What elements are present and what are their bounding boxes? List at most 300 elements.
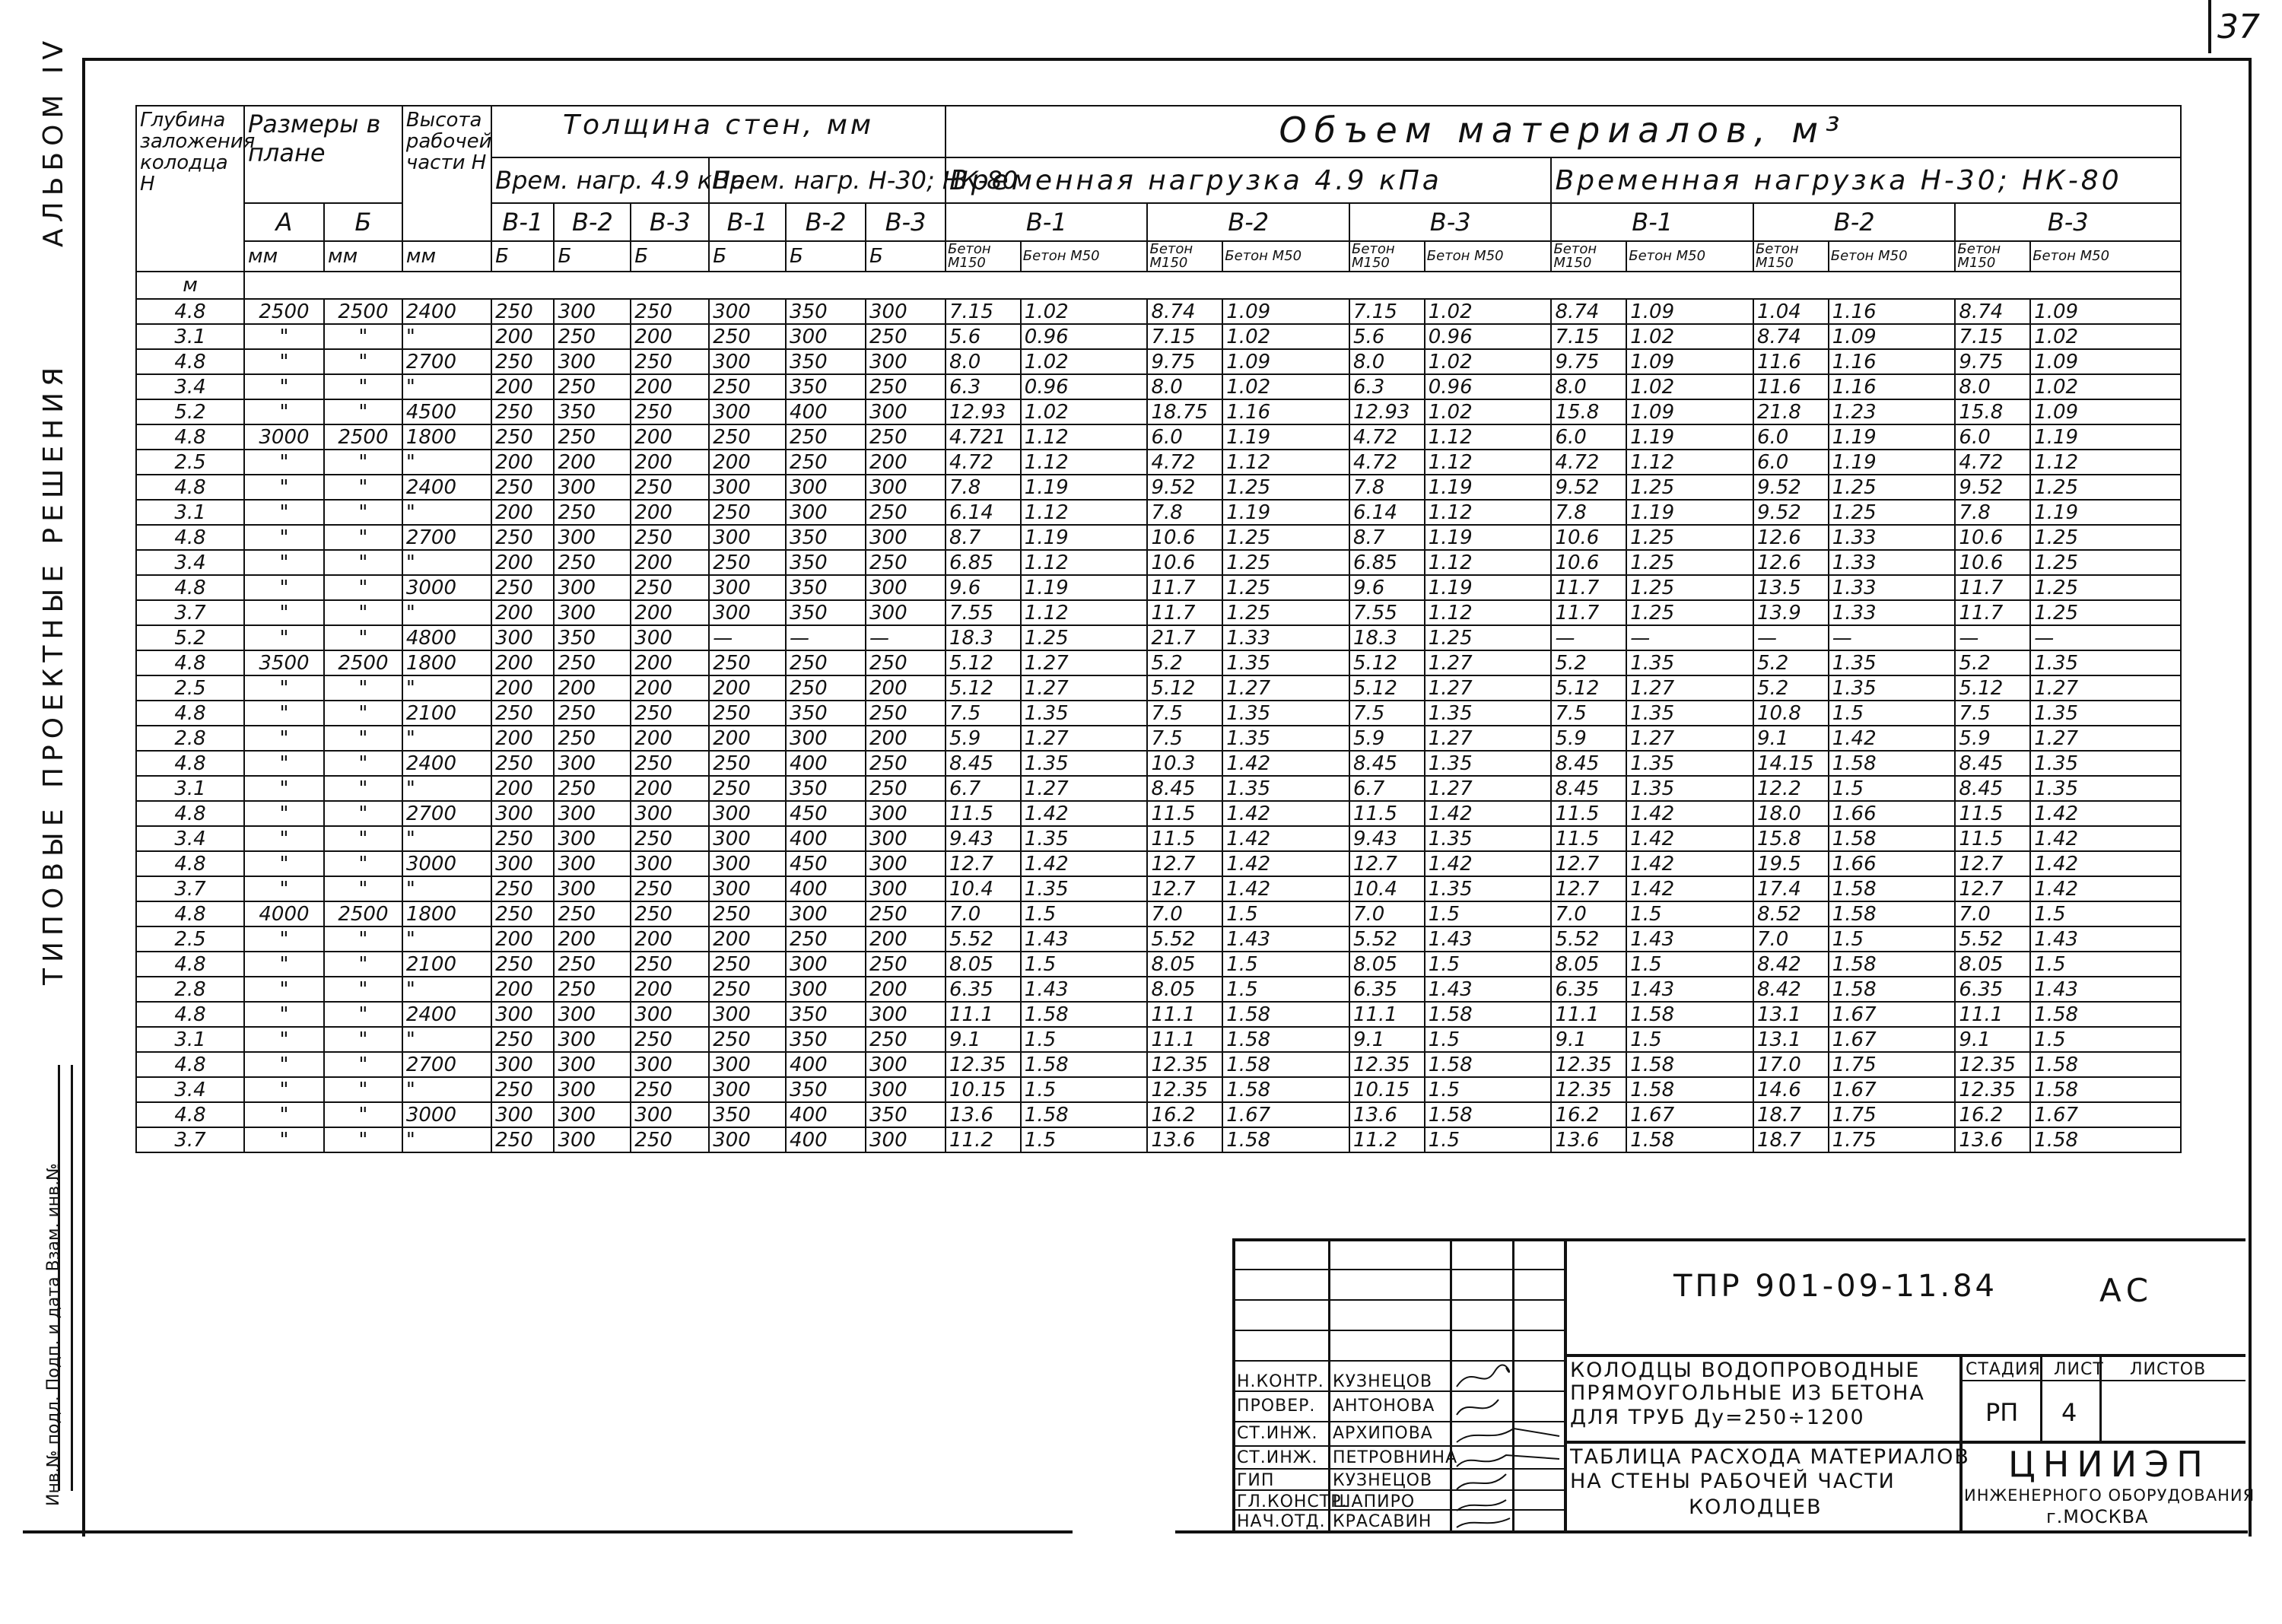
table-cell: 6.3 xyxy=(946,374,1021,399)
table-cell: 300 xyxy=(866,299,946,324)
table-cell: 7.55 xyxy=(946,600,1021,625)
table-cell: " xyxy=(244,851,324,876)
header-wall-b1-2: В-1 xyxy=(709,203,786,241)
table-cell: 1.35 xyxy=(1829,650,1956,675)
table-cell: " xyxy=(244,675,324,701)
table-cell: 200 xyxy=(631,776,709,801)
table-row xyxy=(136,851,2181,876)
materials-table xyxy=(135,105,2182,1153)
header-vol-load1: Временная нагрузка 4.9 кПа xyxy=(946,157,1551,203)
table-cell: 300 xyxy=(554,600,631,625)
table-cell: 1800 xyxy=(402,424,491,450)
table-cell: 250 xyxy=(631,575,709,600)
table-cell: 0.96 xyxy=(1021,374,1148,399)
table-cell: 13.6 xyxy=(1551,1127,1626,1152)
table-cell: " xyxy=(324,801,402,826)
table-cell: 300 xyxy=(786,726,866,751)
table-cell: 1.27 xyxy=(1425,776,1552,801)
name-petrovnina: ПЕТРОВНИНА xyxy=(1333,1448,1458,1467)
header-b-2: Б xyxy=(554,241,631,272)
header-b-4: Б xyxy=(709,241,786,272)
table-cell: 1.5 xyxy=(2030,901,2181,926)
table-cell: 2400 xyxy=(402,1002,491,1027)
table-cell: 9.52 xyxy=(1551,475,1626,500)
table-cell: 1.58 xyxy=(2030,1127,2181,1152)
table-cell: 1.02 xyxy=(2030,374,2181,399)
table-cell: 4.72 xyxy=(1349,424,1425,450)
table-cell: 1.58 xyxy=(2030,1077,2181,1102)
table-row xyxy=(136,751,2181,776)
table-cell: 250 xyxy=(491,475,554,500)
table-cell: 1.19 xyxy=(1425,575,1552,600)
table-cell: 200 xyxy=(491,500,554,525)
table-cell: 300 xyxy=(554,525,631,550)
table-cell: 10.4 xyxy=(946,876,1021,901)
table-cell: 300 xyxy=(866,1002,946,1027)
table-cell: 250 xyxy=(709,424,786,450)
table-cell: 5.9 xyxy=(1955,726,2030,751)
table-cell: 1.5 xyxy=(1829,926,1956,952)
table-cell: 1.58 xyxy=(1425,1102,1552,1127)
table-cell: 9.52 xyxy=(1147,475,1222,500)
table-cell: 11.5 xyxy=(1147,801,1222,826)
album-label: АЛЬБОМ IV xyxy=(38,34,69,247)
table-cell: 1.58 xyxy=(1829,901,1956,926)
table-cell: " xyxy=(324,399,402,424)
table-cell: 300 xyxy=(709,349,786,374)
table-cell: 350 xyxy=(786,374,866,399)
table-cell: 11.7 xyxy=(1551,575,1626,600)
table-cell: 350 xyxy=(786,701,866,726)
table-cell: 200 xyxy=(631,424,709,450)
table-cell: 350 xyxy=(786,1077,866,1102)
table-cell: 1.25 xyxy=(2030,475,2181,500)
table-cell: 3.1 xyxy=(136,1027,244,1052)
header-wall-b3-2: В-3 xyxy=(866,203,946,241)
role-st-inzh-1: СТ.ИНЖ. xyxy=(1237,1424,1318,1443)
table-cell: " xyxy=(324,876,402,901)
table-cell: 250 xyxy=(491,901,554,926)
table-cell: 1.02 xyxy=(1626,374,1753,399)
table-cell: 1.67 xyxy=(1222,1102,1349,1127)
table-cell: 7.15 xyxy=(1551,324,1626,349)
table-cell: 250 xyxy=(709,901,786,926)
table-cell: " xyxy=(324,776,402,801)
table-cell: 200 xyxy=(866,675,946,701)
table-cell: " xyxy=(324,1102,402,1127)
table-cell: " xyxy=(324,500,402,525)
table-cell: 11.1 xyxy=(946,1002,1021,1027)
table-cell: " xyxy=(402,977,491,1002)
table-cell: 9.52 xyxy=(1753,475,1829,500)
table-cell: " xyxy=(244,625,324,650)
table-row xyxy=(136,977,2181,1002)
table-cell: " xyxy=(244,926,324,952)
table-cell: 7.5 xyxy=(1147,726,1222,751)
table-cell: 1.27 xyxy=(1626,675,1753,701)
table-cell: 18.75 xyxy=(1147,399,1222,424)
project-title-line3: ДЛЯ ТРУБ Ду=250÷1200 xyxy=(1570,1406,1865,1429)
table-cell: 3.4 xyxy=(136,550,244,575)
table-cell: 300 xyxy=(554,801,631,826)
sheet-mark: АС xyxy=(2099,1272,2153,1309)
header-beton150-2: Бетон М150 xyxy=(1147,241,1222,272)
table-cell: 1.25 xyxy=(2030,525,2181,550)
table-cell: 1.19 xyxy=(1222,424,1349,450)
table-cell: 1.27 xyxy=(1425,675,1552,701)
table-cell: 3.1 xyxy=(136,776,244,801)
table-cell: 1.5 xyxy=(1626,901,1753,926)
table-cell: 5.12 xyxy=(1349,650,1425,675)
table-cell: 8.74 xyxy=(1753,324,1829,349)
table-row xyxy=(136,424,2181,450)
name-antonova: АНТОНОВА xyxy=(1333,1397,1435,1416)
table-cell: 1.35 xyxy=(1021,826,1148,851)
table-cell: 1.27 xyxy=(1021,650,1148,675)
table-cell: " xyxy=(244,525,324,550)
table-cell: 1.35 xyxy=(1425,826,1552,851)
table-cell: 1.43 xyxy=(1425,926,1552,952)
table-cell: 13.5 xyxy=(1753,575,1829,600)
table-cell: 300 xyxy=(866,876,946,901)
table-cell: 1.58 xyxy=(1829,952,1956,977)
table-cell: 1.19 xyxy=(1021,575,1148,600)
table-cell: 1.42 xyxy=(1021,801,1148,826)
role-gip: ГИП xyxy=(1237,1471,1275,1490)
sheet-title-line1: ТАБЛИЦА РАСХОДА МАТЕРИАЛОВ xyxy=(1570,1445,1970,1469)
table-cell: 1.42 xyxy=(2030,876,2181,901)
table-cell: 13.6 xyxy=(946,1102,1021,1127)
table-cell: 11.5 xyxy=(1551,826,1626,851)
table-cell: 7.0 xyxy=(1147,901,1222,926)
name-arkhipova: АРХИПОВА xyxy=(1333,1424,1433,1443)
table-cell: 9.52 xyxy=(1753,500,1829,525)
table-cell: 200 xyxy=(491,926,554,952)
table-cell: 13.6 xyxy=(1955,1127,2030,1152)
table-cell: 13.9 xyxy=(1753,600,1829,625)
table-cell: 3000 xyxy=(402,575,491,600)
table-cell: 1.5 xyxy=(1021,901,1148,926)
table-cell: 1.35 xyxy=(1829,675,1956,701)
table-cell: 9.43 xyxy=(946,826,1021,851)
table-cell: 300 xyxy=(709,1127,786,1152)
table-cell: 6.3 xyxy=(1349,374,1425,399)
table-cell: " xyxy=(324,625,402,650)
table-cell: 16.2 xyxy=(1147,1102,1222,1127)
table-cell: 6.85 xyxy=(946,550,1021,575)
table-cell: 1.42 xyxy=(1222,851,1349,876)
table-cell: 1.58 xyxy=(1626,1127,1753,1152)
table-cell: 400 xyxy=(786,826,866,851)
table-cell: " xyxy=(324,977,402,1002)
table-cell: 1.66 xyxy=(1829,801,1956,826)
table-cell: 3000 xyxy=(244,424,324,450)
header-beton50-3: Бетон М50 xyxy=(1425,241,1552,272)
table-cell: 300 xyxy=(866,826,946,851)
table-cell: 200 xyxy=(631,726,709,751)
table-cell: 2700 xyxy=(402,349,491,374)
table-cell: — xyxy=(2030,625,2181,650)
table-row xyxy=(136,650,2181,675)
table-cell: 250 xyxy=(786,926,866,952)
table-cell: 1.19 xyxy=(1829,450,1956,475)
table-cell: 5.2 xyxy=(1753,675,1829,701)
table-cell: 7.15 xyxy=(1147,324,1222,349)
table-cell: 1.43 xyxy=(2030,977,2181,1002)
table-cell: 5.52 xyxy=(946,926,1021,952)
table-cell: 250 xyxy=(709,776,786,801)
table-cell: 7.8 xyxy=(1955,500,2030,525)
table-cell: 14.15 xyxy=(1753,751,1829,776)
table-cell: 200 xyxy=(631,600,709,625)
table-cell: 10.8 xyxy=(1753,701,1829,726)
table-cell: 200 xyxy=(631,500,709,525)
table-cell: 6.0 xyxy=(1955,424,2030,450)
table-cell: " xyxy=(324,1027,402,1052)
table-cell: 250 xyxy=(554,952,631,977)
header-b-1: Б xyxy=(491,241,554,272)
table-cell: 1.19 xyxy=(1222,500,1349,525)
table-cell: 200 xyxy=(866,926,946,952)
table-row xyxy=(136,349,2181,374)
table-cell: 1.12 xyxy=(1021,550,1148,575)
table-cell: 10.6 xyxy=(1147,525,1222,550)
table-cell: 10.6 xyxy=(1955,550,2030,575)
table-cell: 5.52 xyxy=(1955,926,2030,952)
table-cell: 21.8 xyxy=(1753,399,1829,424)
table-row xyxy=(136,299,2181,324)
table-cell: 1.58 xyxy=(1222,1077,1349,1102)
table-cell: 300 xyxy=(709,826,786,851)
table-cell: 9.1 xyxy=(1955,1027,2030,1052)
table-cell: — xyxy=(709,625,786,650)
table-cell: 1.58 xyxy=(1626,1002,1753,1027)
table-cell: 1.67 xyxy=(2030,1102,2181,1127)
table-cell: 4800 xyxy=(402,625,491,650)
table-cell: 200 xyxy=(866,450,946,475)
table-cell: 1.35 xyxy=(1222,726,1349,751)
table-cell: " xyxy=(244,349,324,374)
table-cell: 9.1 xyxy=(1551,1027,1626,1052)
table-row xyxy=(136,475,2181,500)
table-cell: 1.35 xyxy=(1425,876,1552,901)
table-cell: 1.12 xyxy=(1021,600,1148,625)
table-cell: " xyxy=(244,876,324,901)
table-cell: 250 xyxy=(631,952,709,977)
table-cell: 1.35 xyxy=(2030,751,2181,776)
table-cell: 4.8 xyxy=(136,475,244,500)
table-cell: 7.0 xyxy=(1551,901,1626,926)
table-cell: 8.0 xyxy=(1551,374,1626,399)
table-cell: 1.5 xyxy=(1425,952,1552,977)
table-cell: 300 xyxy=(709,1052,786,1077)
table-cell: 11.6 xyxy=(1753,374,1829,399)
table-cell: 8.0 xyxy=(1147,374,1222,399)
name-shapiro: ШАПИРО xyxy=(1333,1492,1416,1511)
frame-bottom-line xyxy=(23,1530,1073,1533)
sheets-label: ЛИСТОВ xyxy=(2130,1360,2207,1379)
table-cell: 12.7 xyxy=(1551,851,1626,876)
table-cell: 1.35 xyxy=(1222,776,1349,801)
header-b-6: Б xyxy=(866,241,946,272)
table-cell: 4.8 xyxy=(136,424,244,450)
table-cell: 11.1 xyxy=(1147,1027,1222,1052)
table-cell: 7.8 xyxy=(1147,500,1222,525)
table-cell: 3.7 xyxy=(136,876,244,901)
table-cell: " xyxy=(324,726,402,751)
table-cell: 350 xyxy=(786,600,866,625)
table-cell: " xyxy=(324,475,402,500)
table-cell: 7.0 xyxy=(1955,901,2030,926)
table-cell: 10.4 xyxy=(1349,876,1425,901)
table-cell: 1.16 xyxy=(1222,399,1349,424)
table-cell: 250 xyxy=(631,1127,709,1152)
table-cell: 5.52 xyxy=(1349,926,1425,952)
table-cell: 1.02 xyxy=(1021,399,1148,424)
table-cell: 1.5 xyxy=(2030,1027,2181,1052)
table-cell: 12.35 xyxy=(1147,1052,1222,1077)
table-cell: 7.5 xyxy=(1955,701,2030,726)
table-cell: 11.7 xyxy=(1551,600,1626,625)
table-cell: 4.72 xyxy=(1147,450,1222,475)
table-cell: 12.35 xyxy=(1551,1052,1626,1077)
table-cell: 1.58 xyxy=(1829,751,1956,776)
table-cell: 19.5 xyxy=(1753,851,1829,876)
table-cell: " xyxy=(324,1127,402,1152)
table-cell: 1.35 xyxy=(1425,701,1552,726)
table-cell: 1.02 xyxy=(1222,324,1349,349)
table-cell: 3.4 xyxy=(136,826,244,851)
table-cell: 1.19 xyxy=(1626,424,1753,450)
table-cell: 250 xyxy=(866,424,946,450)
table-cell: 12.35 xyxy=(1349,1052,1425,1077)
table-cell: 250 xyxy=(491,1077,554,1102)
table-cell: 0.96 xyxy=(1021,324,1148,349)
table-cell: 9.75 xyxy=(1551,349,1626,374)
role-st-inzh-2: СТ.ИНЖ. xyxy=(1237,1448,1318,1467)
table-cell: 2400 xyxy=(402,299,491,324)
table-cell: 300 xyxy=(866,399,946,424)
table-cell: 12.7 xyxy=(1955,851,2030,876)
header-b-5: Б xyxy=(786,241,866,272)
table-cell: " xyxy=(244,701,324,726)
table-cell: 8.05 xyxy=(1955,952,2030,977)
table-cell: " xyxy=(402,926,491,952)
table-cell: 6.35 xyxy=(1955,977,2030,1002)
table-cell: 8.0 xyxy=(1349,349,1425,374)
table-cell: 8.45 xyxy=(1349,751,1425,776)
table-cell: 6.0 xyxy=(1147,424,1222,450)
table-cell: 300 xyxy=(491,625,554,650)
project-title-line1: КОЛОДЦЫ ВОДОПРОВОДНЫЕ xyxy=(1570,1359,1921,1382)
table-cell: 300 xyxy=(631,625,709,650)
table-cell: 200 xyxy=(631,675,709,701)
table-cell: 1.58 xyxy=(1626,1052,1753,1077)
page-number-bar xyxy=(2208,0,2211,53)
table-cell: 250 xyxy=(866,324,946,349)
table-cell: 1.16 xyxy=(1829,349,1956,374)
table-cell: 1.43 xyxy=(1626,926,1753,952)
table-cell: 2700 xyxy=(402,525,491,550)
table-cell: 300 xyxy=(866,1077,946,1102)
table-cell: " xyxy=(402,450,491,475)
table-cell: 1.5 xyxy=(1222,901,1349,926)
table-cell: 300 xyxy=(554,1127,631,1152)
table-cell: 1.27 xyxy=(1626,726,1753,751)
table-cell: 8.74 xyxy=(1551,299,1626,324)
table-cell: 4.8 xyxy=(136,901,244,926)
table-cell: 17.0 xyxy=(1753,1052,1829,1077)
table-cell: 11.7 xyxy=(1955,575,2030,600)
table-cell: 1.12 xyxy=(1626,450,1753,475)
header-unit-spacer xyxy=(244,272,2181,299)
table-cell: 200 xyxy=(631,977,709,1002)
table-cell: 1.5 xyxy=(1222,977,1349,1002)
table-cell: 1.25 xyxy=(1626,600,1753,625)
header-height-unit: мм xyxy=(402,241,491,272)
table-cell: 350 xyxy=(786,525,866,550)
table-cell: 200 xyxy=(491,726,554,751)
table-cell: 21.7 xyxy=(1147,625,1222,650)
table-cell: 250 xyxy=(631,751,709,776)
table-cell: 400 xyxy=(786,1102,866,1127)
organization-city: г.МОСКВА xyxy=(2046,1506,2149,1527)
table-cell: 5.9 xyxy=(946,726,1021,751)
table-cell: 1.58 xyxy=(1626,1077,1753,1102)
table-cell: 12.2 xyxy=(1753,776,1829,801)
table-cell: " xyxy=(402,675,491,701)
table-cell: 3.7 xyxy=(136,600,244,625)
table-cell: 250 xyxy=(631,701,709,726)
table-cell: 1800 xyxy=(402,650,491,675)
table-cell: 300 xyxy=(554,826,631,851)
table-cell: 1.25 xyxy=(1222,600,1349,625)
table-cell: 18.7 xyxy=(1753,1127,1829,1152)
table-cell: 250 xyxy=(786,650,866,675)
header-beton50-4: Бетон М50 xyxy=(1626,241,1753,272)
table-cell: 250 xyxy=(631,475,709,500)
table-cell: 8.0 xyxy=(1955,374,2030,399)
table-cell: 1.42 xyxy=(1021,851,1148,876)
table-cell: 300 xyxy=(491,1002,554,1027)
table-cell: 8.05 xyxy=(1147,977,1222,1002)
sheet-label: ЛИСТ xyxy=(2054,1360,2104,1379)
sheet-title-line2: НА СТЕНЫ РАБОЧЕЙ ЧАСТИ xyxy=(1570,1470,1896,1493)
table-cell: 350 xyxy=(554,625,631,650)
table-cell: 1.02 xyxy=(1021,299,1148,324)
table-cell: " xyxy=(402,374,491,399)
table-cell: 2400 xyxy=(402,751,491,776)
table-cell: 1.5 xyxy=(1222,952,1349,977)
table-row xyxy=(136,826,2181,851)
table-cell: 1.19 xyxy=(1425,525,1552,550)
header-beton150-3: Бетон М150 xyxy=(1349,241,1425,272)
table-cell: " xyxy=(244,1052,324,1077)
header-wall-load2: Врем. нагр. Н-30; НК-80 xyxy=(709,157,946,203)
table-cell: 2.5 xyxy=(136,450,244,475)
table-cell: 1.27 xyxy=(2030,726,2181,751)
table-cell: " xyxy=(244,826,324,851)
table-cell: 250 xyxy=(866,374,946,399)
table-cell: 1.58 xyxy=(1829,826,1956,851)
table-cell: 3.4 xyxy=(136,1077,244,1102)
table-row xyxy=(136,776,2181,801)
table-cell: 12.93 xyxy=(946,399,1021,424)
table-cell: 5.2 xyxy=(1955,650,2030,675)
table-cell: " xyxy=(324,525,402,550)
table-cell: 250 xyxy=(554,650,631,675)
table-cell: 200 xyxy=(491,650,554,675)
